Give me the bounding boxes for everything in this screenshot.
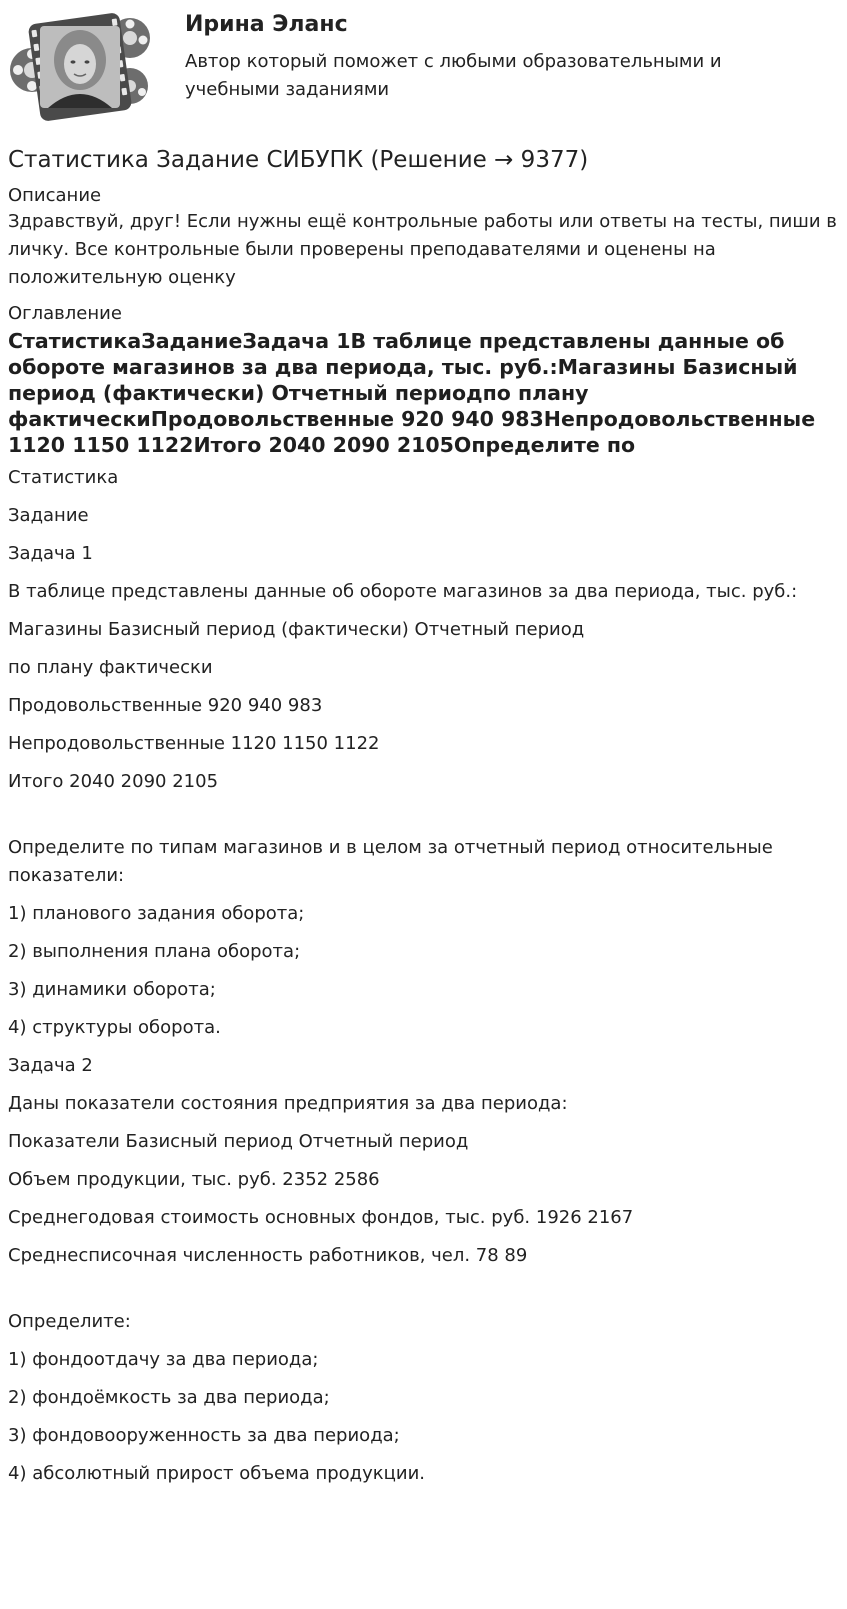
task-body: [8, 464, 838, 1488]
main-content: [8, 144, 838, 1498]
body-paragraph: 3) динамики оборота;: [8, 979, 216, 1000]
body-paragraph: 1) фондоотдачу за два периода;: [8, 1349, 319, 1370]
author-name: Ирина Эланс: [185, 12, 348, 37]
toc-text: СтатистикаЗаданиеЗадача 1В таблице представлены данные об обороте магазинов за два периода, тыс. руб.:Магазины Базисный период (фактически) Отчетный периодпо плану фактическиПродовольственные 920 940 983Непродовольственные 1120 1150 1122Итого 2040 2090 2105Определите по: [8, 329, 816, 457]
film-reel-portrait-icon: [8, 8, 151, 126]
body-paragraph: 3) фондовооруженность за два периода;: [8, 1425, 400, 1446]
description-label: Описание: [8, 185, 102, 206]
body-paragraph: Статистика: [8, 467, 119, 488]
blank-line: [8, 806, 838, 834]
toc-label: Оглавление: [8, 303, 122, 324]
body-paragraph: Определите:: [8, 1311, 131, 1332]
body-paragraph: Объем продукции, тыс. руб. 2352 2586: [8, 1169, 380, 1190]
body-paragraph: Среднегодовая стоимость основных фондов, тыс. руб. 1926 2167: [8, 1207, 634, 1228]
body-paragraph: по плану фактически: [8, 657, 213, 678]
body-paragraph: Продовольственные 920 940 983: [8, 695, 323, 716]
body-paragraph: Среднесписочная численность работников, чел. 78 89: [8, 1245, 528, 1266]
page-title: Статистика Задание СИБУПК (Решение → 9377): [8, 147, 589, 173]
body-paragraph: 4) абсолютный прирост объема продукции.: [8, 1463, 425, 1484]
body-paragraph: 2) выполнения плана оборота;: [8, 941, 301, 962]
body-paragraph: 1) планового задания оборота;: [8, 903, 305, 924]
body-paragraph: Определите по типам магазинов и в целом за отчетный период относительные показатели:: [8, 837, 773, 886]
body-paragraph: Задача 2: [8, 1055, 93, 1076]
body-paragraph: В таблице представлены данные об обороте магазинов за два периода, тыс. руб.:: [8, 581, 798, 602]
body-paragraph: Задание: [8, 505, 89, 526]
body-paragraph: Даны показатели состояния предприятия за два периода:: [8, 1093, 568, 1114]
author-description: Автор который поможет с любыми образовательными и учебными заданиями: [185, 51, 722, 100]
author-header: [8, 8, 838, 128]
description-text: Здравствуй, друг! Если нужны ещё контрольные работы или ответы на тесты, пиши в личку. Все контрольные были проверены преподавателями и оценены на положительную оценку: [8, 211, 837, 288]
body-paragraph: Итого 2040 2090 2105: [8, 771, 219, 792]
body-paragraph: Задача 1: [8, 543, 93, 564]
body-paragraph: Показатели Базисный период Отчетный период: [8, 1131, 469, 1152]
body-paragraph: Магазины Базисный период (фактически) Отчетный период: [8, 619, 585, 640]
body-paragraph: 4) структуры оборота.: [8, 1017, 221, 1038]
body-paragraph: Непродовольственные 1120 1150 1122: [8, 733, 380, 754]
body-paragraph: 2) фондоёмкость за два периода;: [8, 1387, 330, 1408]
blank-line: [8, 1280, 838, 1308]
